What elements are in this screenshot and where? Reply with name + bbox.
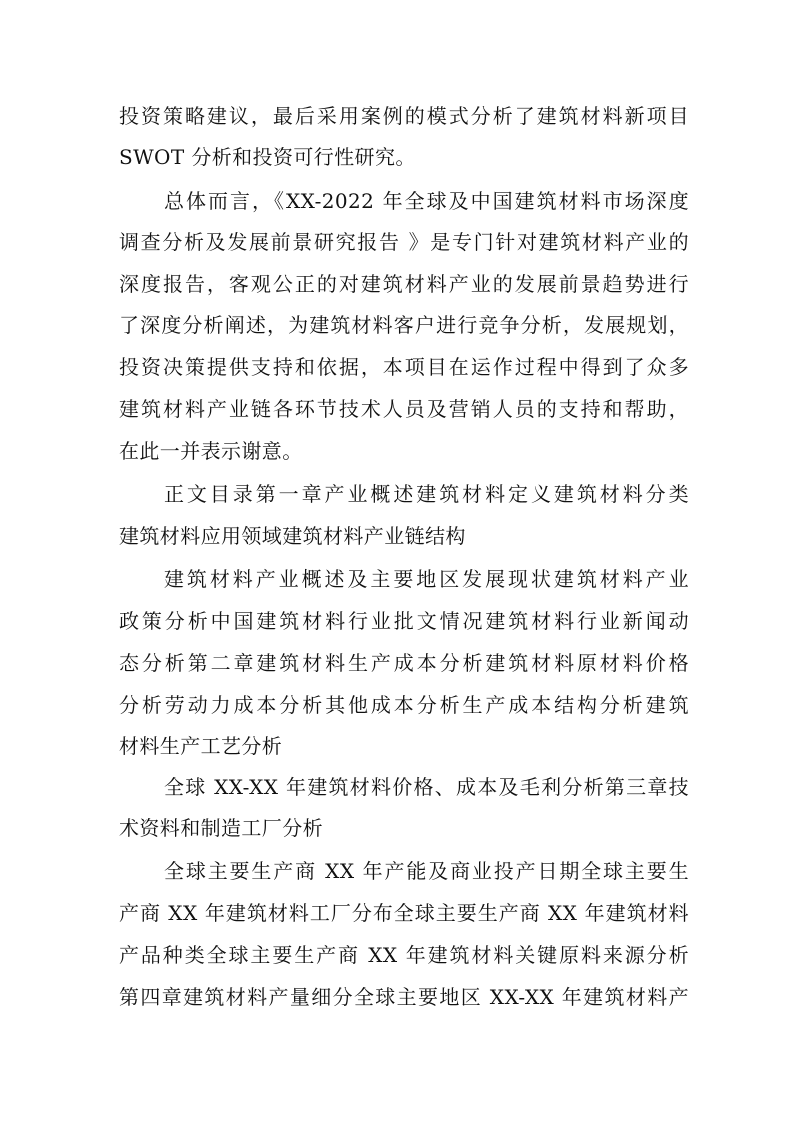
paragraph-start-line: 建筑材料产业概述及主要地区发展现状建筑材料产业 <box>164 567 689 591</box>
text-line: 分析劳动力成本分析其他成本分析生产成本结构分析建筑 <box>119 693 689 717</box>
text-line: 术资料和制造工厂分析 <box>119 816 323 840</box>
text-line: 投资策略建议，最后采用案例的模式分析了建筑材料新项目 <box>119 104 689 128</box>
text-line: 材料生产工艺分析 <box>119 734 283 758</box>
text-line: 产品种类全球主要生产商 XX 年建筑材料关键原料来源分析 <box>119 943 689 967</box>
text-line: 态分析第二章建筑材料生产成本分析建筑材料原材料价格 <box>119 651 689 675</box>
text-line: 建筑材料产业链各环节技术人员及营销人员的支持和帮助， <box>119 397 689 421</box>
text-line: 政策分析中国建筑材料行业批文情况建筑材料行业新闻动 <box>119 609 689 633</box>
paragraph-start-line: 总体而言，《XX-2022 年全球及中国建筑材料市场深度 <box>164 189 689 213</box>
text-line: 第四章建筑材料产量细分全球主要地区 XX-XX 年建筑材料产 <box>119 985 689 1009</box>
text-line: 产商 XX 年建筑材料工厂分布全球主要生产商 XX 年建筑材料 <box>119 901 689 925</box>
text-line: 在此一并表示谢意。 <box>119 439 303 463</box>
paragraph-start-line: 全球主要生产商 XX 年产能及商业投产日期全球主要生 <box>164 859 689 883</box>
text-line: 建筑材料应用领域建筑材料产业链结构 <box>119 524 466 548</box>
text-line: 调查分析及发展前景研究报告 》是专门针对建筑材料产业的 <box>119 230 689 254</box>
text-line: 深度报告，客观公正的对建筑材料产业的发展前景趋势进行 <box>119 272 689 296</box>
paragraph-start-line: 全球 XX-XX 年建筑材料价格、成本及毛利分析第三章技 <box>164 775 689 799</box>
text-line: SWOT 分析和投资可行性研究。 <box>119 145 416 169</box>
text-line: 投资决策提供支持和依据，本项目在运作过程中得到了众多 <box>119 355 689 379</box>
paragraph-start-line: 正文目录第一章产业概述建筑材料定义建筑材料分类 <box>164 482 689 506</box>
text-line: 了深度分析阐述，为建筑材料客户进行竞争分析，发展规划， <box>119 313 689 337</box>
